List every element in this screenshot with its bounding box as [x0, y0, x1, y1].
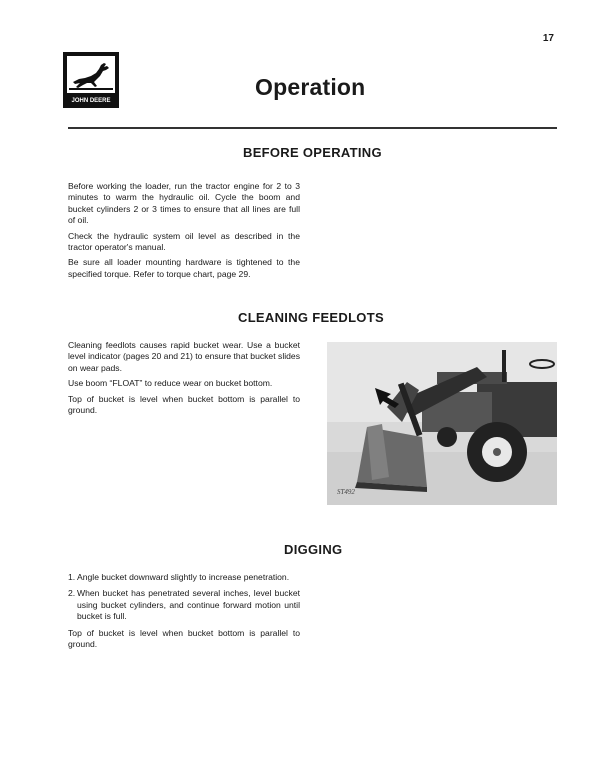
- step-text: Angle bucket downward slightly to increase penetration.: [77, 572, 290, 582]
- paragraph: Be sure all loader mounting hardware is tightened to the specified torque. Refer to torque chart, page 29.: [68, 257, 300, 279]
- step-text: When bucket has penetrated several inches, level bucket using bucket cylinders, and continue forward motion until bucket is full.: [77, 588, 300, 622]
- digging-body: [68, 572, 300, 650]
- logo-text: JOHN DEERE: [71, 98, 111, 104]
- section-heading-before-operating: BEFORE OPERATING: [243, 145, 382, 160]
- section-heading-digging: DIGGING: [284, 542, 343, 557]
- paragraph: Top of bucket is level when bucket bottom is parallel to ground.: [68, 627, 300, 650]
- step-number: 1.: [68, 572, 76, 582]
- step-number: 2.: [68, 588, 76, 599]
- section-heading-cleaning-feedlots: CLEANING FEEDLOTS: [238, 310, 384, 325]
- photo-caption: ST492: [337, 488, 355, 496]
- page-number: 17: [542, 33, 554, 44]
- paragraph: Cleaning feedlots causes rapid bucket wear. Use a bucket level indicator (pages 20 and 21) to ensure that bucket slides on wear pads.: [68, 340, 300, 373]
- paragraph: Before working the loader, run the tractor engine for 2 to 3 minutes to warm the hydraulic oil. Cycle the boom and bucket cylinders 2 or 3 times to ensure that all lines are full of oil.: [68, 181, 300, 226]
- paragraph: Use boom “FLOAT” to reduce wear on bucket bottom.: [68, 378, 273, 389]
- digging-steps: [68, 572, 300, 623]
- list-item: [68, 588, 300, 622]
- paragraph: Top of bucket is level when bucket bottom is parallel to ground.: [68, 393, 300, 416]
- paragraph: Check the hydraulic system oil level as described in the tractor operator's manual.: [68, 230, 300, 253]
- before-operating-body: [68, 181, 300, 280]
- title-divider: [68, 127, 557, 129]
- john-deere-logo: [63, 52, 119, 108]
- list-item: [68, 572, 300, 583]
- page-title: Operation: [255, 74, 366, 100]
- cleaning-feedlots-body: [68, 340, 300, 416]
- tractor-loader-photo: [327, 342, 557, 505]
